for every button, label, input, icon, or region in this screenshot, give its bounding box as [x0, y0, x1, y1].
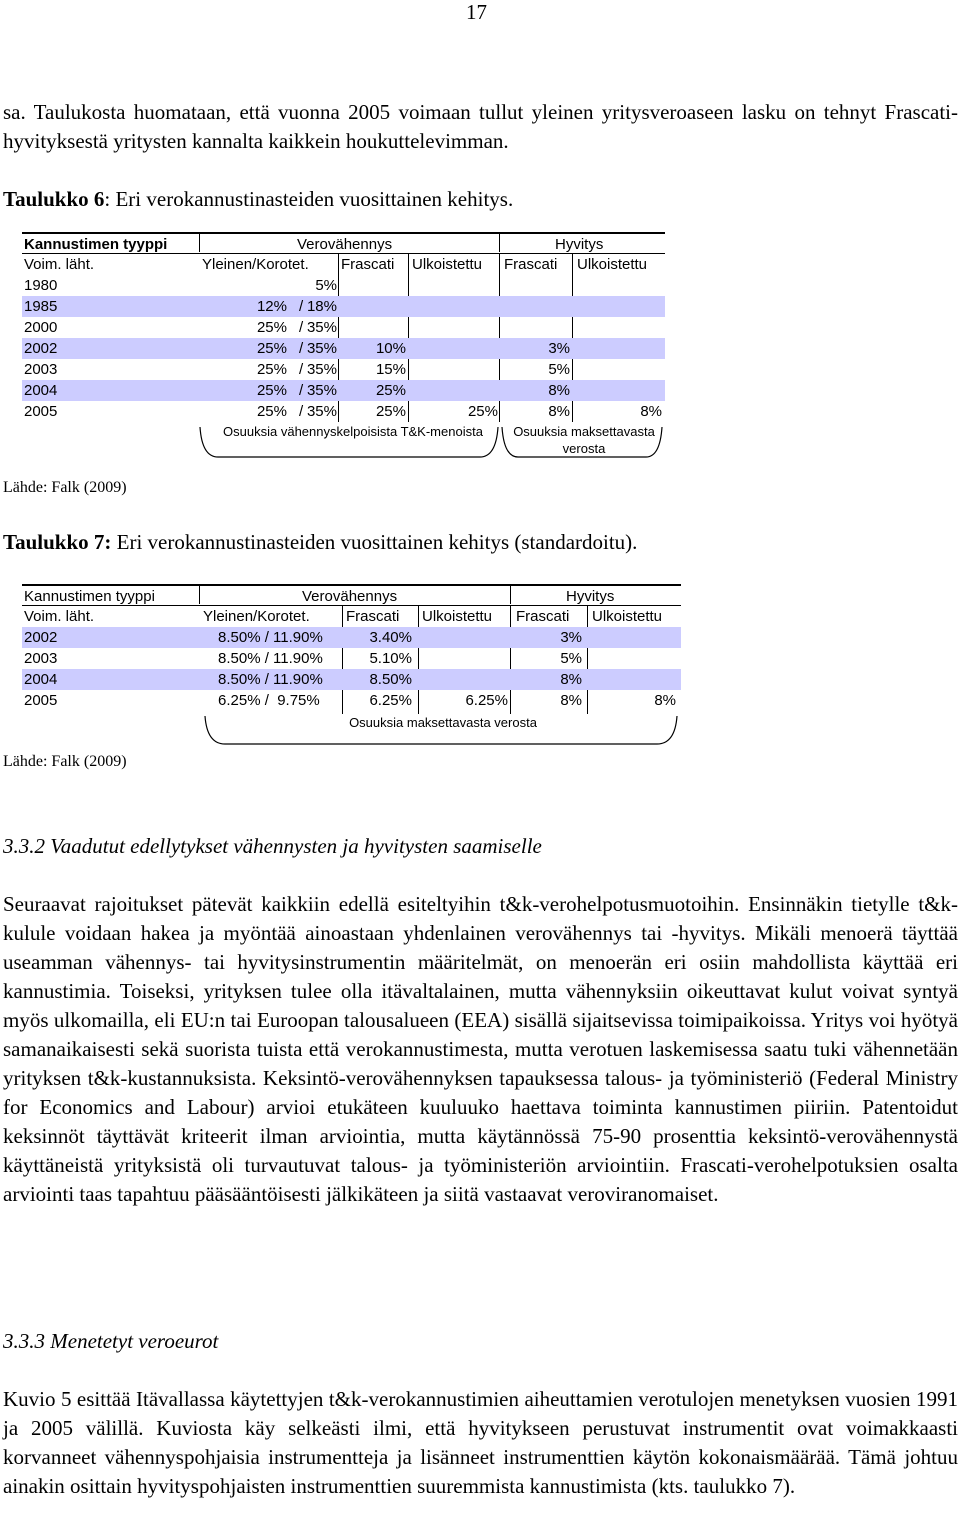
table6-header-frascati-1: Frascati	[341, 256, 395, 273]
table6-cell-year: 1985	[24, 298, 58, 315]
table7-cell-ulkoistettu-1: 6.25%	[465, 692, 508, 709]
table7-cell-yleinen: 6.25% / 9.75%	[218, 692, 320, 709]
table6-cell-yleinen-a: 25%	[256, 382, 287, 399]
table7-cell-ulkoistettu-2	[588, 648, 676, 669]
table6-header-hyvitys: Hyvitys	[555, 236, 604, 253]
table6-cell-frascati-1: 25%	[375, 382, 406, 399]
table6-cell-year: 2003	[24, 361, 58, 378]
table6-cell-ulkoistettu-2	[575, 359, 662, 380]
table6-row	[22, 296, 665, 317]
table7-cell-yleinen: 8.50% / 11.90%	[218, 650, 323, 667]
table7-header-voim-laht: Voim. läht.	[24, 608, 95, 625]
table6-cell-yleinen-b: 35%	[306, 340, 337, 357]
table7-header-hyvitys: Hyvitys	[566, 588, 615, 605]
table7-header-verovahennys: Verovähennys	[302, 588, 398, 605]
table6-row	[22, 401, 665, 422]
table6-header-voim-laht: Voim. läht.	[24, 256, 95, 273]
table6-cell-yleinen-a: 25%	[256, 340, 287, 357]
table6-cell-yleinen-a: 25%	[256, 319, 287, 336]
table7-header-yleinen: Yleinen/Korotet.	[203, 608, 310, 625]
table6-cell-ulkoistettu-1	[430, 359, 498, 380]
table6-caption-label: Taulukko 6	[3, 187, 105, 211]
table6-cell-ulkoistettu-1	[430, 380, 498, 401]
table6-cell-yleinen-a: 25%	[256, 403, 287, 420]
table6-cell-frascati-2: 3%	[548, 340, 570, 357]
table6-caption-text: : Eri verokannustinasteiden vuosittainen kehitys.	[104, 187, 514, 211]
section-332-heading: 3.3.2 Vaadutut edellytykset vähennysten ja hyvitysten saamiselle	[3, 834, 542, 858]
table7-cell-ulkoistettu-2	[588, 669, 676, 690]
table6-divider	[499, 234, 500, 252]
table6-cell-ulkoistettu-1	[430, 275, 498, 296]
table6-cell-year: 2005	[24, 403, 58, 420]
table7-cell-year: 2002	[24, 629, 58, 646]
table7-row	[22, 690, 681, 711]
table7-caption-text: Eri verokannustinasteiden vuosittainen kehitys (standardoitu).	[111, 530, 638, 554]
table6-cell-separator: /	[299, 319, 304, 336]
table7-source: Lähde: Falk (2009)	[3, 753, 127, 770]
table7-cell-frascati-2: 8%	[560, 692, 582, 709]
table6-cell-ulkoistettu-2	[575, 338, 662, 359]
table6-source: Lähde: Falk (2009)	[3, 479, 127, 496]
table7-header-row-1	[0, 586, 690, 607]
table7-cell-ulkoistettu-1	[420, 648, 508, 669]
table6-cell-year: 2002	[24, 340, 58, 357]
table7-cell-frascati-1: 8.50%	[369, 671, 412, 688]
table7-row	[22, 669, 681, 690]
table6-cell-ulkoistettu-1: 25%	[467, 403, 498, 420]
table6-header-ulkoistettu-2: Ulkoistettu	[577, 256, 648, 273]
table6-note-right: Osuuksia maksettavasta verosta	[513, 424, 655, 456]
table6-cell-frascati-2: 5%	[548, 361, 570, 378]
table7-cell-frascati-2: 8%	[560, 671, 582, 688]
table6-cell-yleinen-a: 12%	[256, 298, 287, 315]
table6-cell-separator: /	[299, 340, 304, 357]
section-333-paragraph	[3, 1385, 958, 1501]
table6-cell-yleinen-b: 35%	[306, 382, 337, 399]
table6-header-row-1	[0, 234, 680, 255]
table6-cell-frascati-2: 8%	[548, 382, 570, 399]
table6-cell-ulkoistettu-1	[430, 338, 498, 359]
table6-cell-separator: /	[299, 382, 304, 399]
table6-header-kannustimen-tyyppi: Kannustimen tyyppi	[24, 236, 168, 253]
table6-cell-yleinen-b: 5%	[315, 277, 337, 294]
table6-cell-ulkoistettu-2	[575, 275, 662, 296]
table6-header-frascati-2: Frascati	[504, 256, 558, 273]
table6-cell-yleinen-b: 35%	[306, 361, 337, 378]
table6-divider	[199, 234, 200, 252]
section-333-body: Kuvio 5 esittää Itävallassa käytettyjen t&k-verokannustimien aiheuttamien verotulojen menetyksen vuosien 1991 ja 2005 välillä. Kuviosta käy selkeästi ilmi, että hyvitykseen perustuvat instrumentit ovat voimakkaasti korvanneet vähennyspohjaisia instrumentteja ja lisänneet instrumenttien käytön kokonaismäärää. Tämä johtuu ainakin osittain hyvityspohjaisten instrumenttien suuremmista kannustimista (kts. taulukko 7).	[3, 1387, 958, 1498]
table7-row	[22, 627, 681, 648]
table6-cell-frascati-2	[502, 296, 570, 317]
table6-cell-frascati-1: 15%	[375, 361, 406, 378]
table6-header-yleinen: Yleinen/Korotet.	[202, 256, 309, 273]
table6-cell-ulkoistettu-2	[575, 380, 662, 401]
table7-cell-year: 2003	[24, 650, 58, 667]
table7-cell-year: 2004	[24, 671, 58, 688]
table6-row	[22, 359, 665, 380]
section-333-heading: 3.3.3 Menetetyt veroeurot	[3, 1329, 219, 1353]
table7-caption-label: Taulukko 7:	[3, 530, 112, 554]
table6-note-left: Osuuksia vähennyskelpoisista T&K-menoista	[223, 424, 483, 439]
table6-row	[22, 338, 665, 359]
intro-paragraph	[3, 98, 958, 156]
table6-cell-year: 1980	[24, 277, 58, 294]
page-number: 17	[466, 0, 487, 24]
table7-cell-ulkoistettu-1	[420, 669, 508, 690]
table7-caption	[3, 529, 637, 555]
table6-cell-year: 2004	[24, 382, 58, 399]
table7-cell-year: 2005	[24, 692, 58, 709]
table7-cell-frascati-1: 5.10%	[369, 650, 412, 667]
table7-cell-ulkoistettu-2	[588, 627, 676, 648]
table7-cell-yleinen: 8.50% / 11.90%	[218, 671, 323, 688]
table7-cell-ulkoistettu-1	[420, 627, 508, 648]
table6-cell-yleinen-b: 35%	[306, 403, 337, 420]
table7	[0, 582, 960, 752]
table6-header-ulkoistettu-1: Ulkoistettu	[412, 256, 483, 273]
table7-cell-ulkoistettu-2: 8%	[654, 692, 676, 709]
table7-header-frascati-2: Frascati	[516, 608, 570, 625]
table7-cell-frascati-2: 5%	[560, 650, 582, 667]
table6-row	[22, 380, 665, 401]
section-332-paragraph	[3, 890, 958, 1209]
table6-cell-year: 2000	[24, 319, 58, 336]
table6-caption	[3, 186, 513, 212]
table7-cell-frascati-1: 3.40%	[369, 629, 412, 646]
table6-cell-yleinen-b: 18%	[306, 298, 337, 315]
table6-cell-ulkoistettu-2	[575, 296, 662, 317]
table6-cell-frascati-1	[340, 275, 406, 296]
table6-cell-yleinen-a	[237, 275, 287, 296]
table6-cell-frascati-1	[340, 296, 406, 317]
table6-cell-frascati-2	[502, 275, 570, 296]
table6-cell-yleinen-a: 25%	[256, 361, 287, 378]
table7-cell-yleinen: 8.50% / 11.90%	[218, 629, 323, 646]
table6-cell-separator: /	[299, 403, 304, 420]
table7-header-ulkoistettu-2: Ulkoistettu	[592, 608, 663, 625]
table7-divider	[510, 586, 511, 604]
section-332-body: Seuraavat rajoitukset pätevät kaikkiin edellä esiteltyihin t&k-verohelpotusmuotoihin. Ensinnäkin tietylle t&k-kulule voidaan hakea ja myöntää ainoastaan yhdenlainen verovähennys tai -hyvitys. Mikäli menoerä täyttää useamman vähennys- tai hyvitysinstrumentin määritelmät, on menoerän eri osiin mahdollista käyttää eri kannustimia. Toiseksi, yrityksen tulee olla itävaltalainen, mutta vähennyksiin oikeuttavat kulut voivat syntyä myös ulkomailla, eli EU:n tai Euroopan talousalueen (EEA) sisällä sijaitsevissa toimipaikoissa. Yritys voi hyötyä samanaikaisesti sekä suorista tuista että verokannustimesta, mutta verotuen laskemisessa saatu tuki vähennetään yrityksen t&k-kustannuksista. Keksintö-verovähennyksen tapauksessa talous- ja työministeriö (Federal Ministry for Economics and Labour) arvioi etukäteen kuuluuko haettava toiminta kannustimen piiriin. Patentoidut keksinnöt täyttävät kriteerit ilman arviointia, mutta käytännössä 75-90 prosenttia keksintö-verovähennystä käyttäneistä yrityksistä oli turvautuvat talous- ja työministeriön arviointiin. Frascati-verohelpotuksien osalta arviointi taas tapahtuu pääsääntöisesti jälkikäteen ja siitä vastaavat veroviranomaiset.	[3, 892, 958, 1206]
table6-row	[22, 317, 665, 338]
table6-cell-separator: /	[299, 361, 304, 378]
table6-header-row-2	[0, 254, 680, 275]
table6-row	[22, 275, 665, 296]
table6-cell-ulkoistettu-1	[430, 296, 498, 317]
table6-cell-frascati-1: 10%	[375, 340, 406, 357]
table6-cell-separator: /	[299, 298, 304, 315]
table6-cell-frascati-2	[502, 317, 570, 338]
table7-row	[22, 648, 681, 669]
table6-cell-ulkoistettu-1	[430, 317, 498, 338]
table6-cell-yleinen-b: 35%	[306, 319, 337, 336]
table6-header-verovahennys: Verovähennys	[297, 236, 393, 253]
table6-cell-ulkoistettu-2: 8%	[640, 403, 662, 420]
intro-text: sa. Taulukosta huomataan, että vuonna 2005 voimaan tullut yleinen yritysveroaseen lasku on tehnyt Frascati-hyvityksestä yritysten kannalta kaikkein houkuttelevimman.	[3, 100, 958, 153]
table6	[0, 230, 960, 470]
table7-header-frascati-1: Frascati	[346, 608, 400, 625]
table7-header-ulkoistettu-1: Ulkoistettu	[422, 608, 493, 625]
table6-cell-frascati-2: 8%	[548, 403, 570, 420]
table7-cell-frascati-1: 6.25%	[369, 692, 412, 709]
table7-cell-frascati-2: 3%	[560, 629, 582, 646]
table7-header-kannustimen-tyyppi: Kannustimen tyyppi	[24, 588, 155, 605]
table6-cell-frascati-1: 25%	[375, 403, 406, 420]
table6-cell-frascati-1	[340, 317, 406, 338]
table7-divider	[199, 586, 200, 604]
table6-cell-ulkoistettu-2	[575, 317, 662, 338]
table7-note: Osuuksia maksettavasta verosta	[349, 715, 537, 730]
